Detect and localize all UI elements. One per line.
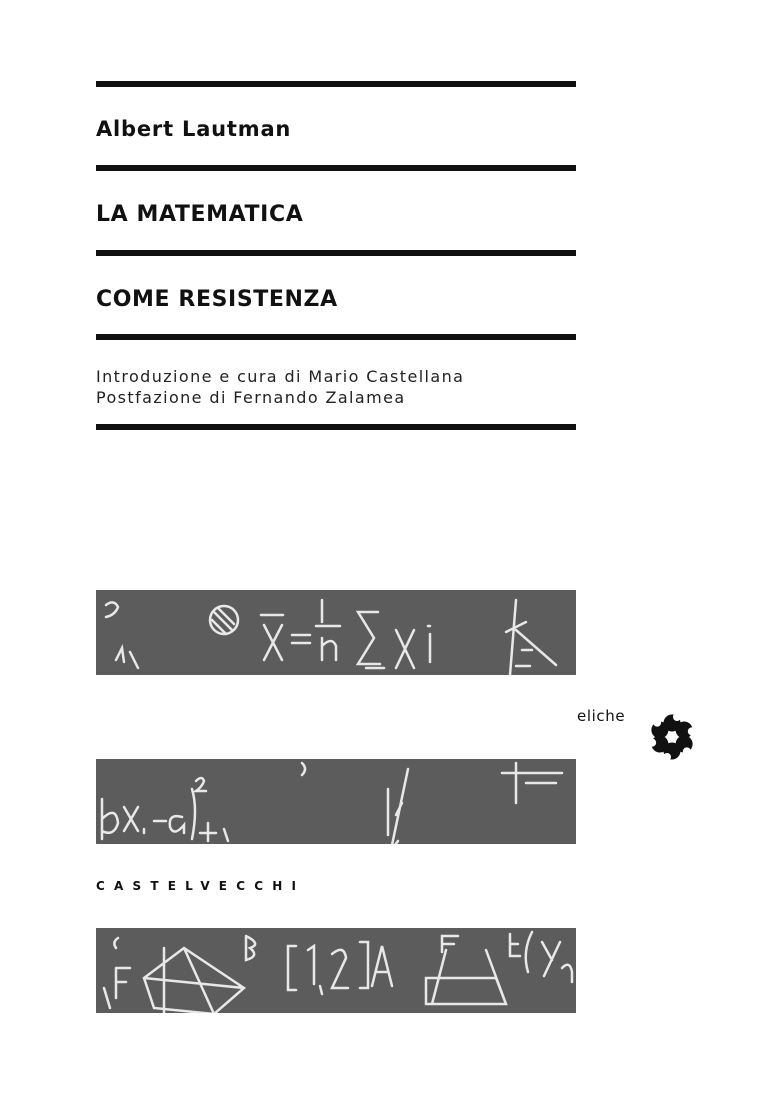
publisher-name: CASTELVECCHI	[96, 879, 306, 893]
credits-block	[96, 366, 464, 408]
top-rule	[96, 81, 576, 87]
series-name: eliche	[577, 707, 626, 725]
credit-postface: Postfazione di Fernando Zalamea	[96, 388, 406, 407]
chalkboard-image-3	[96, 928, 576, 1013]
rule-after-author	[96, 165, 576, 171]
credit-intro: Introduzione e cura di Mario Castellana	[96, 367, 465, 386]
chalkboard-image-1	[96, 590, 576, 675]
eliche-flower-icon	[646, 712, 698, 762]
chalkboard-image-2	[96, 759, 576, 844]
rule-after-credits	[96, 424, 576, 430]
title-line-2: COME RESISTENZA	[96, 287, 338, 312]
title-line-1: LA MATEMATICA	[96, 202, 304, 227]
author-name: Albert Lautman	[96, 117, 292, 141]
rule-after-title-2	[96, 334, 576, 340]
rule-after-title-1	[96, 250, 576, 256]
